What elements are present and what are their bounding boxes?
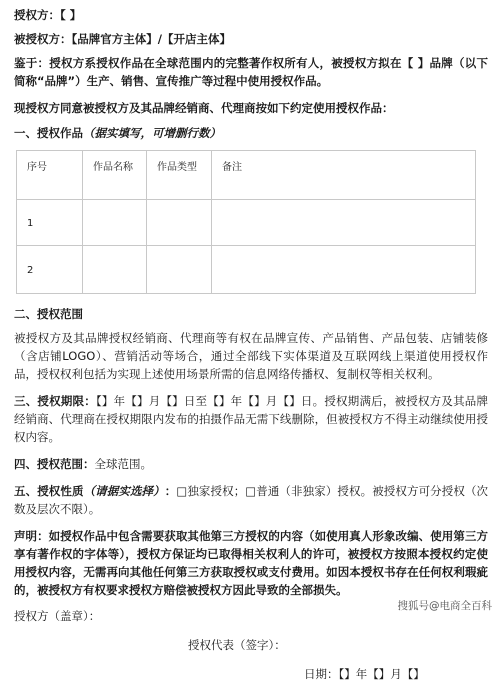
- representative-sign-line: 授权代表（签字）：: [188, 638, 286, 652]
- row-remarks: [212, 200, 476, 246]
- row-work-name: [83, 246, 147, 294]
- header-work-type: 作品类型: [147, 151, 212, 200]
- section3-text: 【】年【】月【】日至【】年【】月【】日。授权期满后，被授权方及其品牌经销商、代理商在授权期限内发布的拍摄作品无需下线删除，但被授权方不得主动继续使用授权内容。: [14, 394, 489, 444]
- row-work-type: [147, 246, 212, 294]
- works-table: [16, 150, 476, 294]
- section1-heading: [14, 124, 488, 142]
- row-work-type: [147, 200, 212, 246]
- header-work-name: 作品名称: [83, 151, 147, 200]
- row-index: 2: [17, 246, 83, 294]
- section5-colon: ：: [164, 484, 177, 498]
- whereas-label: 鉴于：: [14, 56, 50, 70]
- section5-title: 五、授权性质: [14, 484, 84, 498]
- row-remarks: [212, 246, 476, 294]
- declaration-paragraph: 声明：如授权作品中包含需要获取其他第三方授权的内容（如使用真人形象改编、使用第三方享有著作权的字体等），授权方保证均已取得相关权利人的许可，被授权方按照本授权约定使用授权内容，无需再向其他任何第三方获取授权或支付费用。如因本授权书存在任何权利瑕疵的，被授权方有权要求授权方赔偿被授权方因此导致的全部损失。: [14, 529, 488, 597]
- whereas-paragraph: [14, 54, 488, 90]
- intro-line: 现授权方同意被授权方及其品牌经销商、代理商按如下约定使用授权作品：: [14, 101, 394, 115]
- row-work-name: [83, 200, 147, 246]
- grantee-line: 被授权方：【品牌官方主体】/【开店主体】: [14, 32, 231, 46]
- grantor-seal-line: 授权方（盖章）：: [14, 609, 101, 623]
- section2-text: 被授权方及其品牌授权经销商、代理商等有权在品牌宣传、产品销售、产品包装、店铺装修（含店铺LOGO）、营销活动等场合，通过全部线下实体渠道及互联网线上渠道使用授权作品，授权权利包括为实现上述使用场景所需的信息网络传播权、复制权等相关权利。: [14, 331, 488, 381]
- section5-text: □独家授权；□普通（非独家）授权。被授权方可分授权（次数及层次不限）。: [14, 484, 489, 516]
- works-table-header: [17, 151, 476, 200]
- section3-paragraph: [14, 392, 488, 446]
- section5-paragraph: [14, 482, 488, 518]
- section4-paragraph: [14, 455, 488, 473]
- whereas-text: 授权方系授权作品在全球范围内的完整著作权所有人，被授权方拟在【 】品牌（以下简称“品牌”）生产、销售、宣传推广等过程中使用授权作品。: [14, 56, 488, 88]
- section3-title: 三、授权期限：: [14, 394, 96, 408]
- table-row: [17, 246, 476, 294]
- authorization-document: [14, 6, 488, 683]
- grantor-line: 授权方：【 】: [14, 8, 82, 22]
- header-remarks: 备注: [212, 151, 476, 200]
- section2-title: 二、授权范围: [14, 307, 83, 321]
- section4-text: 全球范围。: [94, 457, 152, 471]
- section1-title: 一、授权作品: [14, 126, 83, 140]
- row-index: 1: [17, 200, 83, 246]
- table-row: [17, 200, 476, 246]
- header-index: 序号: [17, 151, 83, 200]
- section5-note: （请据实选择）: [83, 484, 165, 498]
- section4-title: 四、授权范围：: [14, 457, 95, 471]
- section1-note: （据实填写，可增删行数）: [83, 126, 221, 140]
- date-line: 日期：【】年【】月【】: [304, 667, 425, 681]
- watermark: 搜狐号@电商全百科: [397, 600, 492, 612]
